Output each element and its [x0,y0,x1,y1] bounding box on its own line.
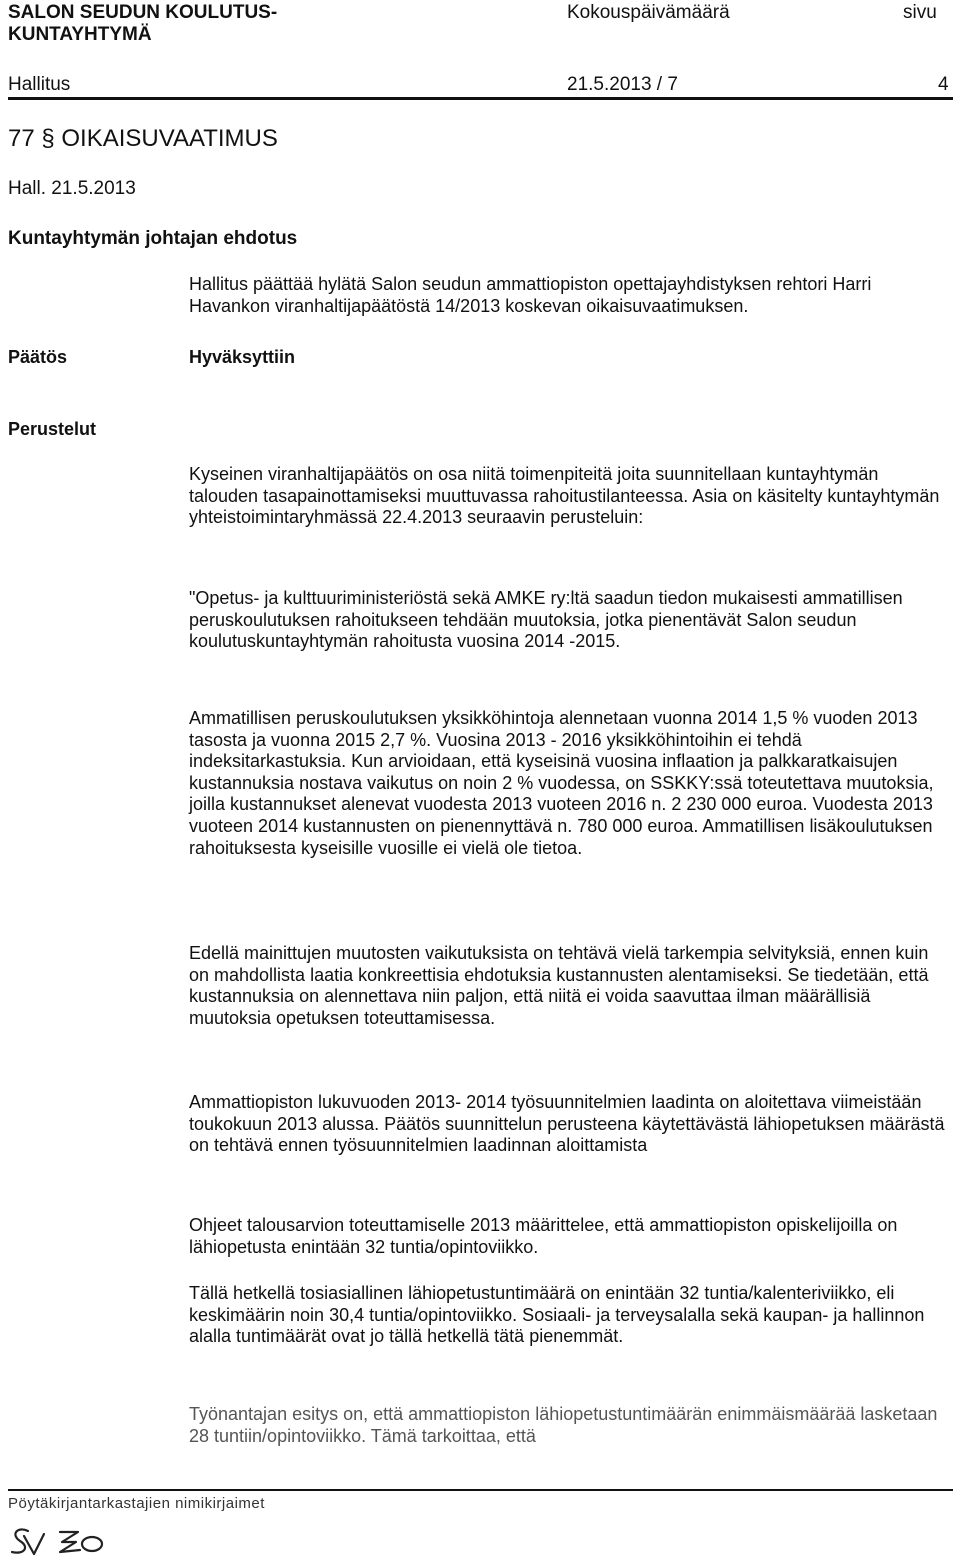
organization-name-line2: KUNTAYHTYMÄ [8,24,152,45]
header-divider [8,97,953,100]
paragraph: Edellä mainittujen muutosten vaikutuksista on tehtävä vielä tarkempia selvityksiä, ennen kuin on mahdollista laatia konkreettisia ehdotuksia kustannusten alentamiseksi. Se tiedetään, että kustannuksia on alennettava niin paljon, että niitä ei voida saavuttaa ilman määrällisiä muutoksia opetuksen toteuttamisessa. [189,943,929,1028]
meeting-reference: Hall. 21.5.2013 [8,178,136,199]
paragraph: Tällä hetkellä tosiasiallinen lähiopetustuntimäärä on enintään 32 tuntia/kalenteriviikko, eli keskimäärin noin 30,4 tuntia/opintoviikko. Sosiaali- ja terveysalalla sekä kaupan- ja hallinnon alalla tuntimäärät ovat jo tällä hetkellä tätä pienemmät. [189,1283,925,1347]
proposal-text: Hallitus päättää hylätä Salon seudun ammattiopiston opettajayhdistyksen rehtori Harri Havankon viranhaltijapäätöstä 14/2013 koskevan oikaisuvaatimuksen. [189,274,872,316]
page-number: 4 [938,74,949,95]
organization-name [8,2,277,46]
paragraph: Kyseinen viranhaltijapäätös on osa niitä toimenpiteitä joita suunnitellaan kuntayhtymän talouden tasapainottamiseksi muuttuvassa rahoitustilanteessa. Asia on käsitelty kuntayhtymän yhteistoimintaryhmässä 22.4.2013 seuraavin perusteluin: [189,464,940,528]
meeting-date-label: Kokouspäivämäärä [567,2,730,23]
governing-body: Hallitus [8,74,71,95]
paragraph: Ohjeet talousarvion toteuttamiselle 2013 määrittelee, että ammattiopiston opiskelijoilla on lähiopetusta enintään 32 tuntia/opintoviikko. [189,1215,898,1257]
organization-name-line1: SALON SEUDUN KOULUTUS- [8,2,278,23]
paragraph: "Opetus- ja kulttuuriministeriöstä sekä AMKE ry:ltä saadun tiedon mukaisesti ammatillisen peruskoulutuksen rahoitukseen tehdään muutoksia, jotka pienentävät Salon seudun koulutuskuntayhtymän rahoitusta vuosina 2014 -2015. [189,588,903,652]
paragraph: Ammatillisen peruskoulutuksen yksikköhintoja alennetaan vuonna 2014 1,5 % vuoden 2013 tasosta ja vuonna 2015 2,7 %. Vuosina 2013 - 2016 yksikköhintoihin ei tehdä indeksitarkastuksia. Kun arvioidaan, että kyseisinä vuosina inflaation ja palkkaratkaisujen kustannuksia nostava vaikutus on noin 2 % vuodessa, on SSKKY:ssä toteutettava muutoksia, joilla kustannukset alenevat vuodesta 2013 vuoteen 2016 n. 2 230 000 euroa. Vuodesta 2013 vuoteen 2014 kustannusten on pienennyttävä n. 780 000 euroa. Ammatillisen lisäkoulutuksen rahoituksesta kyseisille vuosille ei vielä ole tietoa. [189,708,934,858]
footer-label: Pöytäkirjantarkastajien nimikirjaimet [8,1495,265,1512]
paragraph: Työnantajan esitys on, että ammattiopiston lähiopetustuntimäärän enimmäismäärää lasketaan 28 tuntiin/opintoviikko. Tämä tarkoittaa, että [189,1404,938,1446]
proposal-heading: Kuntayhtymän johtajan ehdotus [8,228,298,249]
decision-value: Hyväksyttiin [189,347,296,367]
decision-label: Päätös [8,347,68,367]
grounds-label: Perustelut [8,419,97,439]
page-label: sivu [903,2,937,23]
paragraph: Ammattiopiston lukuvuoden 2013- 2014 työsuunnitelmien laadinta on aloitettava viimeistään toukokuun 2013 alussa. Päätös suunnittelun perusteena käytettävästä lähiopetuksen määrästä on tehtävä ennen työsuunnitelmien laadinnan aloittamista [189,1092,945,1156]
section-title: 77 § OIKAISUVAATIMUS [8,125,278,152]
meeting-date-value: 21.5.2013 / 7 [567,74,678,95]
initials-signature [4,1522,134,1562]
footer-divider [8,1489,953,1491]
